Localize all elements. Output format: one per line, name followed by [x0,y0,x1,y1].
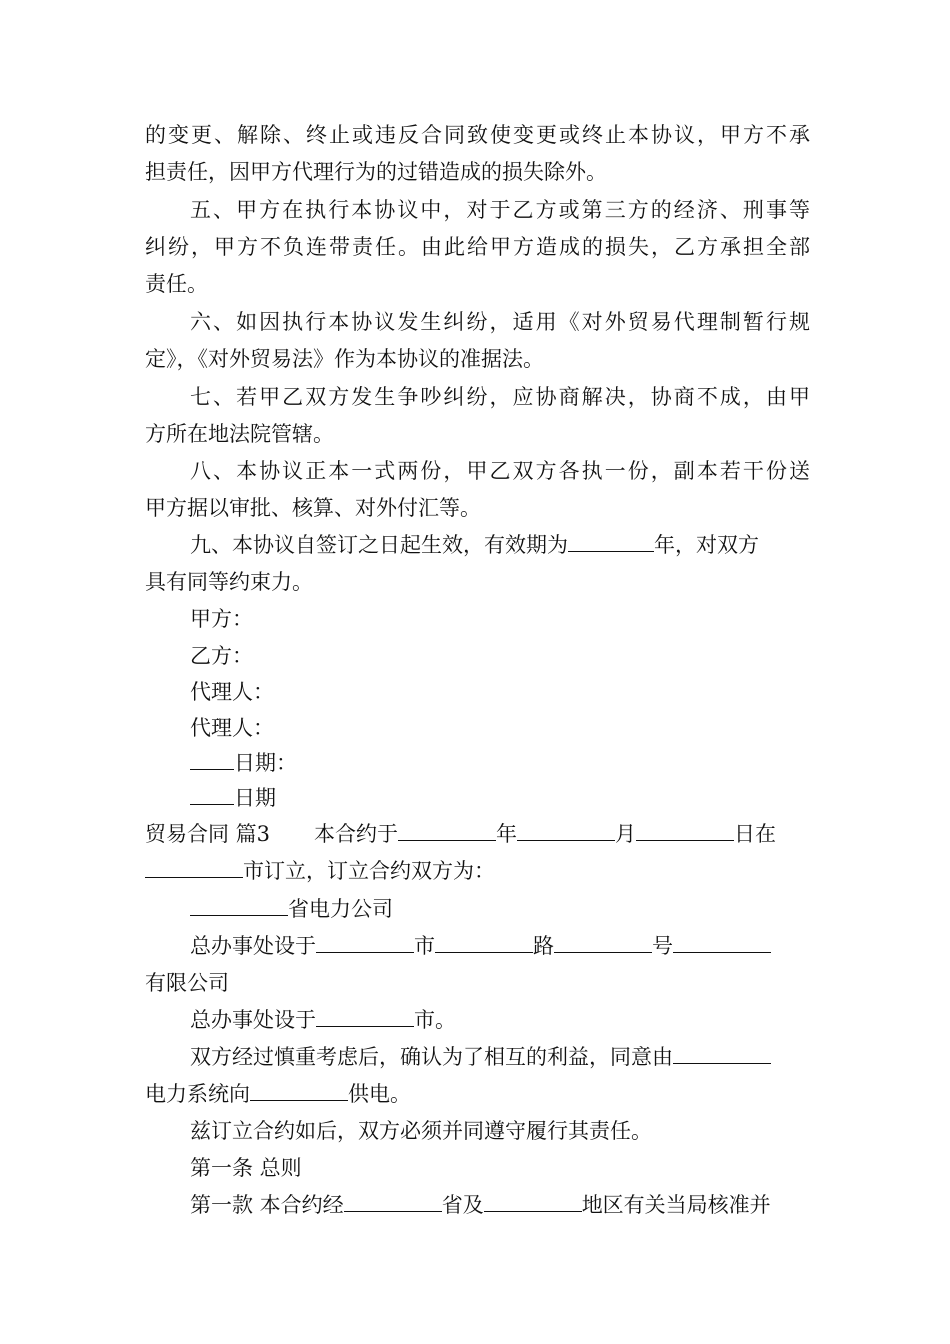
blank-field [190,784,234,805]
paragraph-line [145,158,810,186]
text: 八、本协议正本一式两份，甲乙双方各执一份，副本若干份送 [190,459,810,483]
paragraph-line [145,233,810,261]
text: 五、甲方在执行本协议中，对于乙方或第三方的经济、刑事等 [190,198,810,222]
party-a-label [190,605,810,633]
text: 供电。 [348,1082,411,1106]
text: 第一款 本合约经 [190,1193,344,1217]
clause-6 [190,308,810,336]
text: 九、本协议自签订之日起生效，有效期为 [190,533,568,557]
text: 电力系统向 [145,1082,250,1106]
paragraph-line [145,1080,810,1108]
clause-5 [190,196,810,224]
agent-label [190,678,810,706]
clause-8 [190,457,810,485]
blank-field [568,531,654,552]
text: 省电力公司 [288,897,393,921]
text: 总办事处设于 [190,1008,316,1032]
article-heading [190,1154,810,1182]
party-b-label [190,642,810,670]
clause-7 [190,383,810,411]
text: 年，对双方 [654,533,759,557]
text: 代理人： [190,716,274,740]
text: 市订立，订立合约双方为： [243,859,495,883]
section-title: 贸易合同 篇3 [145,822,271,846]
blank-field [435,932,533,953]
text: 担责任，因甲方代理行为的过错造成的损失除外。 [145,160,607,184]
blank-field [316,932,414,953]
address-line [190,1006,810,1034]
paragraph-line [145,420,810,448]
date-label [190,749,810,777]
text: 日在 [734,822,777,846]
text: 号 [652,934,673,958]
blank-field [673,1043,771,1064]
text: 市。 [414,1008,456,1032]
text: 地区有关当局核准并 [581,1193,771,1217]
paragraph-line [145,568,810,596]
text: 总办事处设于 [190,934,316,958]
blank-field [398,820,496,841]
text: 省及 [441,1193,484,1217]
text: 市 [414,934,435,958]
text: 的变更、解除、终止或违反合同致使变更或终止本协议，甲方不承 [145,123,810,147]
text: 路 [533,934,554,958]
blank-field [190,749,234,770]
paragraph-line [145,857,810,885]
paragraph-line [190,1117,810,1145]
blank-field [554,932,652,953]
paragraph-line [145,494,810,522]
text: 代理人： [190,680,274,704]
text: 责任。 [145,272,208,296]
paragraph-line [145,969,810,997]
text: 乙方： [190,644,253,668]
clause-9 [190,531,810,559]
text: 双方经过慎重考虑后，确认为了相互的利益，同意由 [190,1045,673,1069]
text: 纠纷，甲方不负连带责任。由此给甲方造成的损失，乙方承担全部 [145,235,810,259]
blank-field [636,820,734,841]
text: 定》，《对外贸易法》作为本协议的准据法。 [145,347,544,371]
text: 月 [615,822,637,846]
text: 甲方： [190,607,253,631]
text: 日期： [234,751,297,775]
text: 甲方据以审批、核算、对外付汇等。 [145,496,481,520]
paragraph-line [145,270,810,298]
text: 兹订立合约如后，双方必须并同遵守履行其责任。 [190,1119,652,1143]
text: 有限公司 [145,971,229,995]
agent-label [190,714,810,742]
blank-field [316,1006,414,1027]
blank-field [484,1191,582,1212]
blank-field [673,932,771,953]
date-label [190,784,810,812]
paragraph-line [145,121,810,149]
party-line [190,895,810,923]
address-line [190,932,810,960]
blank-field [190,895,288,916]
text: 方所在地法院管辖。 [145,422,334,446]
blank-field [517,820,615,841]
blank-field [145,857,243,878]
text: 六、如因执行本协议发生纠纷，适用《对外贸易代理制暂行规 [190,310,810,334]
paragraph-line [190,1191,810,1219]
text: 本合约于 [314,822,399,846]
text: 年 [496,822,518,846]
text: 七、若甲乙双方发生争吵纠纷，应协商解决，协商不成，由甲 [190,385,810,409]
text: 第一条 总则 [190,1156,302,1180]
text: 日期 [234,786,276,810]
blank-field [250,1080,348,1101]
paragraph-line [190,1043,810,1071]
paragraph-line [145,345,810,373]
section-heading-line [145,820,810,848]
text: 具有同等约束力。 [145,570,313,594]
blank-field [344,1191,442,1212]
